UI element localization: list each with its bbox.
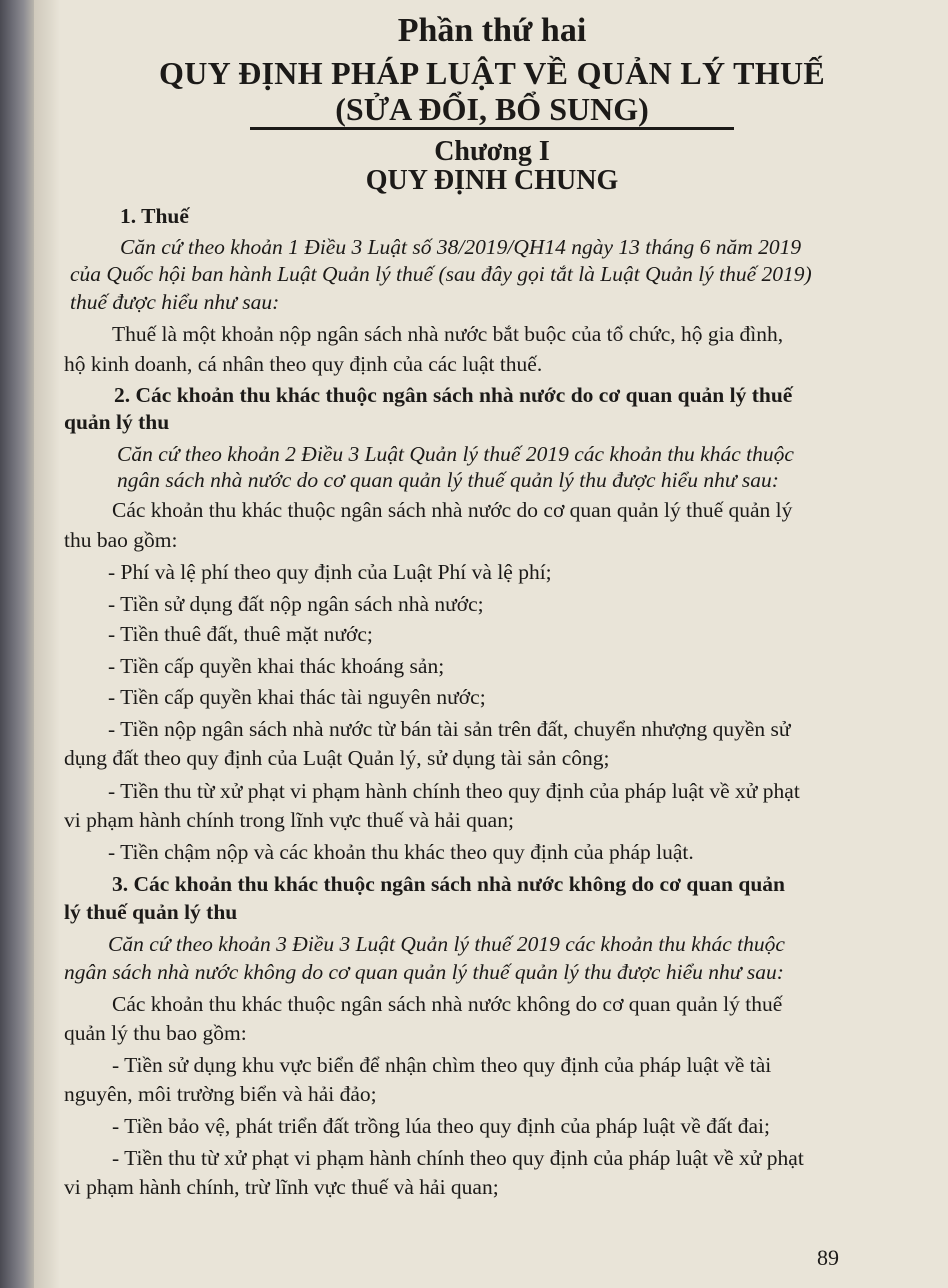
body-line: - Phí và lệ phí theo quy định của Luật Phí và lệ phí;: [108, 560, 552, 584]
chapter-title: QUY ĐỊNH CHUNG: [365, 165, 619, 196]
body-line: quản lý thu bao gồm:: [64, 1021, 247, 1045]
body-line: - Tiền thu từ xử phạt vi phạm hành chính theo quy định của pháp luật về xử phạt: [108, 779, 800, 803]
body-line: - Tiền sử dụng khu vực biển để nhận chìm theo quy định của pháp luật về tài: [112, 1053, 772, 1077]
title-divider: [250, 127, 734, 130]
body-line: - Tiền nộp ngân sách nhà nước từ bán tài sản trên đất, chuyển nhượng quyền sử: [108, 717, 791, 741]
body-line: 1. Thuế: [120, 204, 189, 228]
book-page: [62, 0, 922, 1288]
body-line: - Tiền cấp quyền khai thác tài nguyên nước;: [108, 685, 486, 709]
body-line: thu bao gồm:: [64, 528, 178, 552]
body-line: Căn cứ theo khoản 2 Điều 3 Luật Quản lý thuế 2019 các khoản thu khác thuộc: [117, 442, 794, 466]
part-subtitle: (SỬA ĐỔI, BỔ SUNG): [335, 91, 649, 127]
body-line: - Tiền bảo vệ, phát triển đất trồng lúa theo quy định của pháp luật về đất đai;: [112, 1114, 770, 1138]
body-line: hộ kinh doanh, cá nhân theo quy định của các luật thuế.: [64, 352, 543, 376]
body-line: - Tiền thu từ xử phạt vi phạm hành chính theo quy định của pháp luật về xử phạt: [112, 1146, 804, 1170]
body-line: dụng đất theo quy định của Luật Quản lý, sử dụng tài sản công;: [64, 746, 610, 770]
body-line: 3. Các khoản thu khác thuộc ngân sách nhà nước không do cơ quan quản: [112, 872, 785, 896]
part-label: Phần thứ hai: [397, 12, 587, 49]
body-line: ngân sách nhà nước do cơ quan quản lý thuế quản lý thu được hiểu như sau:: [117, 468, 779, 492]
facing-page-edge: [34, 0, 60, 1288]
body-line: Các khoản thu khác thuộc ngân sách nhà nước không do cơ quan quản lý thuế: [112, 992, 783, 1016]
body-line: vi phạm hành chính trong lĩnh vực thuế và hải quan;: [64, 808, 514, 832]
body-line: thuế được hiểu như sau:: [70, 290, 280, 314]
body-line: Thuế là một khoản nộp ngân sách nhà nước bắt buộc của tổ chức, hộ gia đình,: [112, 322, 784, 346]
page-number: 89: [817, 1245, 839, 1270]
body-line: lý thuế quản lý thu: [64, 900, 238, 924]
body-line: - Tiền chậm nộp và các khoản thu khác theo quy định của pháp luật.: [108, 840, 694, 864]
body-line: Căn cứ theo khoản 3 Điều 3 Luật Quản lý thuế 2019 các khoản thu khác thuộc: [108, 932, 785, 956]
body-line: Các khoản thu khác thuộc ngân sách nhà nước do cơ quan quản lý thuế quản lý: [112, 498, 793, 522]
body-line: ngân sách nhà nước không do cơ quan quản lý thuế quản lý thu được hiểu như sau:: [64, 960, 784, 984]
part-title: QUY ĐỊNH PHÁP LUẬT VỀ QUẢN LÝ THUẾ: [159, 55, 825, 91]
book-spine: [0, 0, 34, 1288]
body-line: vi phạm hành chính, trừ lĩnh vực thuế và hải quan;: [64, 1175, 499, 1199]
body-line: quản lý thu: [64, 410, 170, 434]
body-line: - Tiền cấp quyền khai thác khoáng sản;: [108, 654, 445, 678]
body-line: của Quốc hội ban hành Luật Quản lý thuế (sau đây gọi tắt là Luật Quản lý thuế 2019): [70, 262, 812, 286]
body-line: nguyên, môi trường biển và hải đảo;: [64, 1082, 377, 1106]
body-line: 2. Các khoản thu khác thuộc ngân sách nhà nước do cơ quan quản lý thuế: [114, 383, 793, 407]
body-line: - Tiền sử dụng đất nộp ngân sách nhà nước;: [108, 592, 484, 616]
chapter-label: Chương I: [434, 136, 550, 167]
body-line: - Tiền thuê đất, thuê mặt nước;: [108, 622, 373, 646]
body-line: Căn cứ theo khoản 1 Điều 3 Luật số 38/2019/QH14 ngày 13 tháng 6 năm 2019: [120, 235, 802, 259]
